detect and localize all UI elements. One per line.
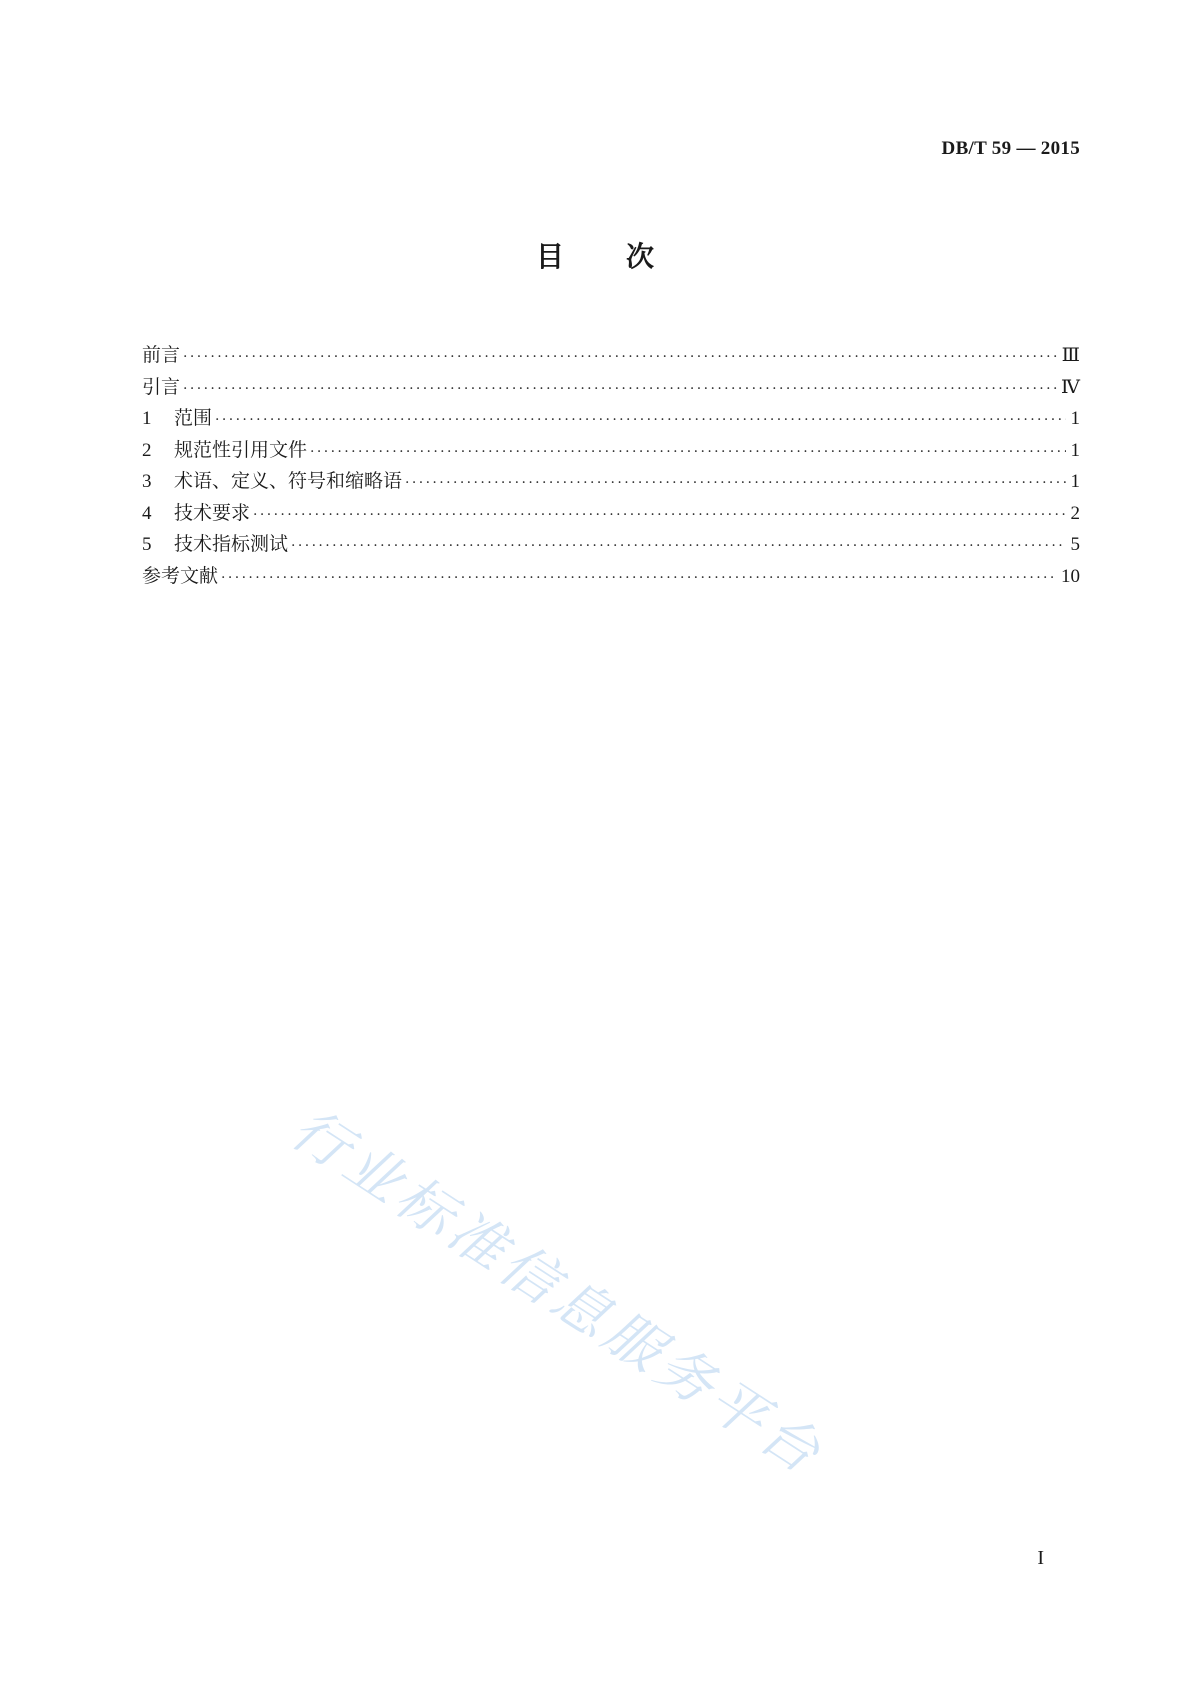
toc-leader-dots [310, 437, 1066, 469]
toc-entry-scope[interactable] [142, 403, 1080, 435]
toc-entry-page: 10 [1061, 565, 1080, 587]
toc-leader-dots [183, 342, 1058, 374]
toc-entry-technical-tests[interactable] [142, 529, 1080, 561]
toc-leader-dots [291, 531, 1066, 563]
toc-entry-page: 1 [1070, 439, 1080, 461]
standard-code: DB/T 59 — 2015 [941, 138, 1080, 159]
toc-entry-text: 引言 [142, 375, 181, 398]
toc-entry-normative-references[interactable] [142, 435, 1080, 467]
toc-entry-text: 参考文献 [142, 564, 219, 587]
toc-entry-number: 1 [142, 408, 152, 429]
toc-entry-page: Ⅳ [1061, 376, 1080, 398]
toc-entry-number: 3 [142, 471, 152, 492]
toc-entry-text: 术语、定义、符号和缩略语 [174, 470, 403, 492]
watermark-text: 行业标准信息服务平台 [279, 1096, 836, 1489]
toc-title-left: 目 [535, 240, 564, 273]
toc-entry-technical-requirements[interactable] [142, 498, 1080, 530]
toc-entry-page: 1 [1070, 408, 1080, 429]
toc-entry-page: 5 [1070, 534, 1080, 555]
toc-title [0, 240, 1190, 274]
toc-entry-text: 技术指标测试 [174, 533, 289, 555]
toc-entry-number: 4 [142, 502, 152, 524]
toc-leader-dots [221, 563, 1057, 595]
toc-leader-dots [215, 405, 1066, 437]
toc-entry-number: 2 [142, 439, 152, 461]
toc-entry-page: 2 [1070, 502, 1080, 524]
toc-title-right: 次 [626, 240, 655, 273]
toc-entry-text: 范围 [174, 407, 213, 429]
toc-entry-text: 规范性引用文件 [174, 438, 308, 461]
table-of-contents [142, 340, 1080, 592]
page-number: I [1037, 1547, 1044, 1569]
toc-entry-bibliography[interactable] [142, 561, 1080, 593]
toc-entry-page: 1 [1070, 471, 1080, 492]
toc-entry-page: Ⅲ [1061, 345, 1080, 366]
toc-leader-dots [253, 500, 1066, 532]
toc-entry-text: 前言 [142, 344, 181, 366]
toc-entry-foreword[interactable] [142, 340, 1080, 372]
toc-entry-text: 技术要求 [174, 501, 251, 524]
toc-entry-introduction[interactable] [142, 372, 1080, 404]
toc-entry-number: 5 [142, 534, 152, 555]
toc-leader-dots [183, 374, 1057, 406]
toc-leader-dots [405, 468, 1066, 500]
toc-entry-terms-definitions[interactable] [142, 466, 1080, 498]
